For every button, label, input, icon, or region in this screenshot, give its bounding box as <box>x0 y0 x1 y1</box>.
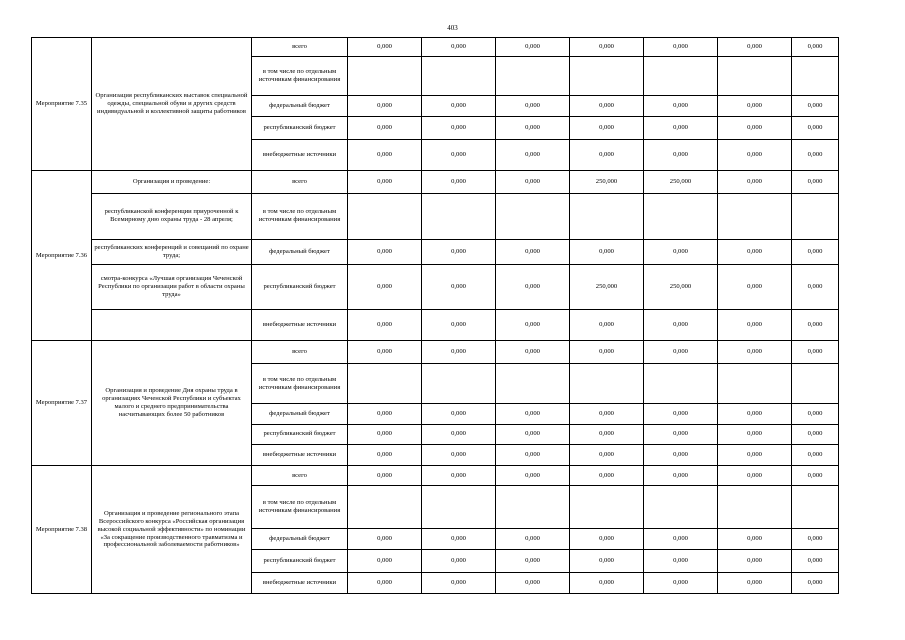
value-cell: 0,000 <box>718 38 792 57</box>
value-cell: 0,000 <box>570 529 644 550</box>
value-cell: 250,000 <box>644 264 718 310</box>
value-cell: 0,000 <box>644 550 718 573</box>
value-cell: 0,000 <box>718 239 792 264</box>
value-cell: 0,000 <box>570 139 644 170</box>
funding-source-label: республиканский бюджет <box>252 116 348 139</box>
value-cell: 0,000 <box>348 171 422 194</box>
value-cell: 0,000 <box>348 529 422 550</box>
value-cell: 0,000 <box>718 139 792 170</box>
value-cell <box>570 56 644 95</box>
value-cell <box>348 193 422 239</box>
table-row <box>32 171 839 194</box>
value-cell <box>422 56 496 95</box>
value-cell: 0,000 <box>348 239 422 264</box>
value-cell <box>496 485 570 529</box>
value-cell: 0,000 <box>644 529 718 550</box>
value-cell: 0,000 <box>422 239 496 264</box>
value-cell: 0,000 <box>496 264 570 310</box>
value-cell: 0,000 <box>644 466 718 486</box>
value-cell: 0,000 <box>718 466 792 486</box>
value-cell: 0,000 <box>718 310 792 341</box>
value-cell: 0,000 <box>644 38 718 57</box>
value-cell: 0,000 <box>718 529 792 550</box>
value-cell: 0,000 <box>792 573 839 594</box>
value-cell: 250,000 <box>644 171 718 194</box>
value-cell: 0,000 <box>644 239 718 264</box>
value-cell <box>422 485 496 529</box>
value-cell <box>570 364 644 403</box>
value-cell <box>644 56 718 95</box>
value-cell: 0,000 <box>422 529 496 550</box>
value-cell: 0,000 <box>348 403 422 424</box>
value-cell: 0,000 <box>422 139 496 170</box>
value-cell: 0,000 <box>718 573 792 594</box>
value-cell: 0,000 <box>570 424 644 445</box>
value-cell: 0,000 <box>570 403 644 424</box>
value-cell: 0,000 <box>348 264 422 310</box>
value-cell: 0,000 <box>644 96 718 117</box>
value-cell: 0,000 <box>792 116 839 139</box>
value-cell: 0,000 <box>570 445 644 466</box>
measure-description: Организация и проведение Дня охраны труда в организациях Чеченской Республики и субъектах малого и среднего предпринимательства насчитывающих более 50 работников <box>92 341 252 466</box>
page-number: 403 <box>447 24 458 32</box>
value-cell <box>422 364 496 403</box>
value-cell: 0,000 <box>496 445 570 466</box>
measure-description: республиканской конференции приуроченной к Всемирному дню охраны труда - 28 апреля; <box>92 193 252 239</box>
value-cell: 0,000 <box>422 424 496 445</box>
table-row <box>32 239 839 264</box>
measure-description: Организация республиканских выставок специальной одежды, специальной обуви и других средств индивидуальной и коллективной защиты работников <box>92 38 252 171</box>
measure-code: Мероприятие 7.35 <box>32 38 92 171</box>
value-cell: 0,000 <box>348 96 422 117</box>
value-cell: 0,000 <box>570 310 644 341</box>
funding-source-label: республиканский бюджет <box>252 264 348 310</box>
value-cell: 0,000 <box>348 38 422 57</box>
funding-source-label: в том числе по отдельным источникам финансирования <box>252 193 348 239</box>
measure-description: Организация и проведение регионального этапа Всероссийского конкурса «Российская организация высокой социальной эффективности» по номинации «За сокращение производственного травматизма и профессиональной заболеваемости работников» <box>92 466 252 594</box>
value-cell: 250,000 <box>570 171 644 194</box>
value-cell: 0,000 <box>718 424 792 445</box>
value-cell: 0,000 <box>792 310 839 341</box>
value-cell <box>570 193 644 239</box>
value-cell: 0,000 <box>792 171 839 194</box>
table-row <box>32 341 839 364</box>
value-cell: 0,000 <box>792 139 839 170</box>
value-cell: 0,000 <box>718 264 792 310</box>
value-cell: 0,000 <box>792 424 839 445</box>
value-cell <box>422 193 496 239</box>
funding-source-label: республиканский бюджет <box>252 550 348 573</box>
value-cell: 0,000 <box>496 466 570 486</box>
value-cell: 0,000 <box>348 424 422 445</box>
table-row <box>32 193 839 239</box>
value-cell: 0,000 <box>422 550 496 573</box>
value-cell: 0,000 <box>792 466 839 486</box>
financing-table <box>31 37 839 594</box>
value-cell: 0,000 <box>496 403 570 424</box>
value-cell <box>644 193 718 239</box>
value-cell <box>348 56 422 95</box>
value-cell: 0,000 <box>422 38 496 57</box>
value-cell <box>348 485 422 529</box>
funding-source-label: внебюджетные источники <box>252 573 348 594</box>
value-cell: 0,000 <box>422 310 496 341</box>
value-cell <box>644 364 718 403</box>
funding-source-label: федеральный бюджет <box>252 529 348 550</box>
value-cell: 0,000 <box>496 529 570 550</box>
value-cell: 0,000 <box>792 403 839 424</box>
funding-source-label: федеральный бюджет <box>252 239 348 264</box>
value-cell <box>496 193 570 239</box>
funding-source-label: всего <box>252 38 348 57</box>
value-cell: 0,000 <box>570 38 644 57</box>
value-cell: 0,000 <box>570 550 644 573</box>
value-cell: 0,000 <box>496 139 570 170</box>
measure-description: Организация и проведение: <box>92 171 252 194</box>
value-cell: 0,000 <box>496 96 570 117</box>
value-cell: 0,000 <box>348 139 422 170</box>
value-cell <box>718 485 792 529</box>
value-cell: 0,000 <box>348 445 422 466</box>
value-cell: 0,000 <box>570 466 644 486</box>
value-cell: 0,000 <box>496 341 570 364</box>
value-cell: 0,000 <box>718 550 792 573</box>
funding-source-label: федеральный бюджет <box>252 96 348 117</box>
value-cell: 250,000 <box>570 264 644 310</box>
value-cell: 0,000 <box>718 341 792 364</box>
value-cell <box>348 364 422 403</box>
measure-code: Мероприятие 7.37 <box>32 341 92 466</box>
value-cell: 0,000 <box>570 239 644 264</box>
funding-source-label: внебюджетные источники <box>252 139 348 170</box>
funding-source-label: внебюджетные источники <box>252 445 348 466</box>
value-cell: 0,000 <box>496 424 570 445</box>
value-cell: 0,000 <box>792 529 839 550</box>
value-cell <box>718 364 792 403</box>
value-cell: 0,000 <box>570 96 644 117</box>
value-cell: 0,000 <box>348 341 422 364</box>
measure-description: смотра-конкурса «Лучшая организация Чеченской Республики по организации работ в области охраны труда» <box>92 264 252 310</box>
value-cell <box>644 485 718 529</box>
value-cell: 0,000 <box>496 116 570 139</box>
funding-source-label: всего <box>252 466 348 486</box>
value-cell: 0,000 <box>718 96 792 117</box>
table-row <box>32 264 839 310</box>
value-cell: 0,000 <box>644 573 718 594</box>
value-cell: 0,000 <box>570 573 644 594</box>
value-cell: 0,000 <box>348 550 422 573</box>
value-cell <box>718 56 792 95</box>
value-cell: 0,000 <box>348 573 422 594</box>
value-cell: 0,000 <box>422 171 496 194</box>
value-cell <box>496 56 570 95</box>
funding-source-label: в том числе по отдельным источникам финансирования <box>252 56 348 95</box>
funding-source-label: в том числе по отдельным источникам финансирования <box>252 485 348 529</box>
measure-description <box>92 310 252 341</box>
value-cell: 0,000 <box>718 445 792 466</box>
value-cell: 0,000 <box>496 38 570 57</box>
value-cell <box>792 485 839 529</box>
value-cell: 0,000 <box>496 171 570 194</box>
value-cell: 0,000 <box>792 96 839 117</box>
measure-description: республиканских конференций и совещаний по охране труда; <box>92 239 252 264</box>
value-cell: 0,000 <box>422 96 496 117</box>
value-cell: 0,000 <box>496 573 570 594</box>
value-cell: 0,000 <box>644 310 718 341</box>
funding-source-label: республиканский бюджет <box>252 424 348 445</box>
value-cell: 0,000 <box>422 466 496 486</box>
value-cell: 0,000 <box>348 116 422 139</box>
value-cell: 0,000 <box>718 171 792 194</box>
value-cell: 0,000 <box>570 341 644 364</box>
measure-code: Мероприятие 7.38 <box>32 466 92 594</box>
table-row <box>32 310 839 341</box>
value-cell: 0,000 <box>792 341 839 364</box>
value-cell: 0,000 <box>496 310 570 341</box>
value-cell: 0,000 <box>422 341 496 364</box>
value-cell <box>792 56 839 95</box>
value-cell: 0,000 <box>496 550 570 573</box>
value-cell: 0,000 <box>644 424 718 445</box>
table-row <box>32 466 839 486</box>
value-cell: 0,000 <box>496 239 570 264</box>
value-cell: 0,000 <box>718 116 792 139</box>
value-cell: 0,000 <box>644 341 718 364</box>
value-cell: 0,000 <box>792 38 839 57</box>
value-cell: 0,000 <box>644 139 718 170</box>
value-cell: 0,000 <box>422 403 496 424</box>
measure-code: Мероприятие 7.36 <box>32 171 92 341</box>
value-cell: 0,000 <box>718 403 792 424</box>
value-cell: 0,000 <box>348 466 422 486</box>
value-cell: 0,000 <box>644 445 718 466</box>
value-cell <box>792 193 839 239</box>
value-cell: 0,000 <box>792 239 839 264</box>
value-cell: 0,000 <box>348 310 422 341</box>
value-cell: 0,000 <box>792 264 839 310</box>
funding-source-label: всего <box>252 171 348 194</box>
value-cell: 0,000 <box>570 116 644 139</box>
table-row <box>32 38 839 57</box>
funding-source-label: федеральный бюджет <box>252 403 348 424</box>
value-cell: 0,000 <box>792 445 839 466</box>
value-cell: 0,000 <box>422 445 496 466</box>
value-cell: 0,000 <box>644 403 718 424</box>
funding-source-label: в том числе по отдельным источникам финансирования <box>252 364 348 403</box>
value-cell: 0,000 <box>422 116 496 139</box>
funding-source-label: всего <box>252 341 348 364</box>
value-cell <box>570 485 644 529</box>
funding-source-label: внебюджетные источники <box>252 310 348 341</box>
value-cell <box>792 364 839 403</box>
value-cell: 0,000 <box>422 264 496 310</box>
value-cell: 0,000 <box>644 116 718 139</box>
value-cell <box>718 193 792 239</box>
value-cell: 0,000 <box>422 573 496 594</box>
value-cell: 0,000 <box>792 550 839 573</box>
value-cell <box>496 364 570 403</box>
